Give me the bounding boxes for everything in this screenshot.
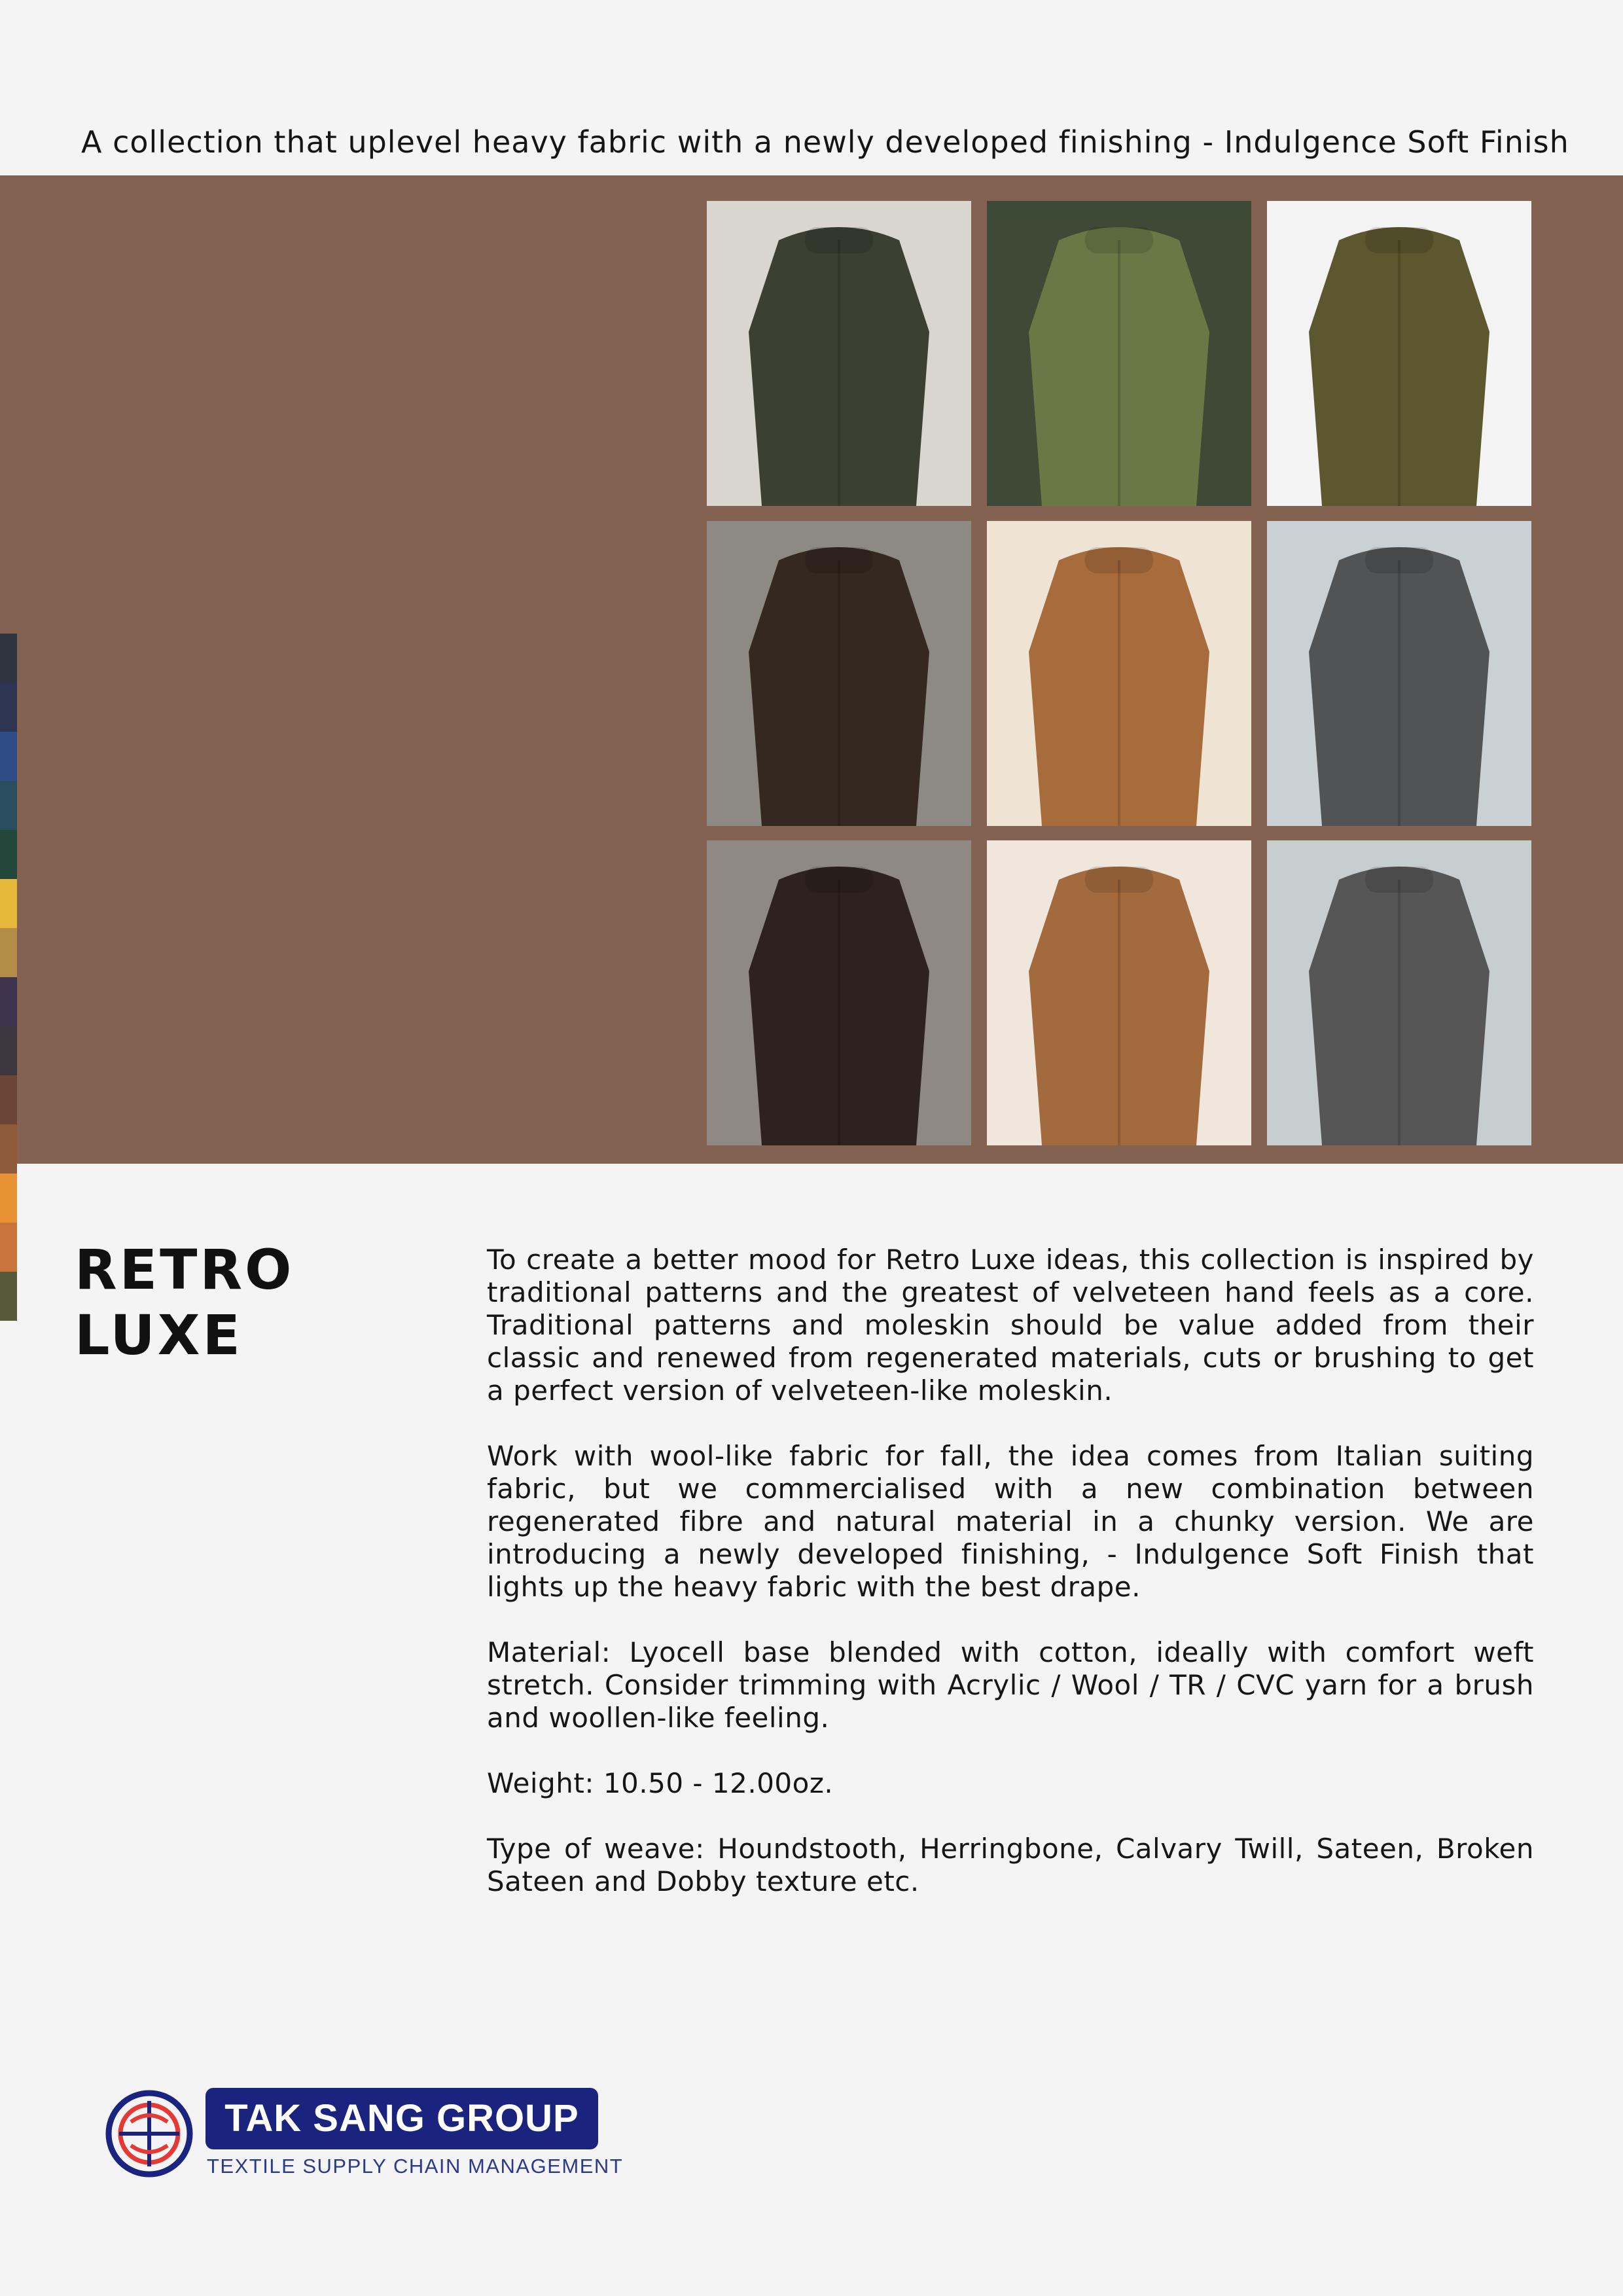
color-swatch [0,1075,17,1124]
color-swatch [0,1272,17,1321]
company-name: TAK SANG GROUP [205,2088,598,2149]
tan-corduroy-trousers-bottom-photo [987,840,1251,1145]
model-corduroy-jacket-photo [707,201,971,506]
color-swatch [0,683,17,732]
color-swatch [0,1174,17,1223]
color-swatch [0,1223,17,1272]
collection-title-line-1: RETRO [75,1238,294,1302]
tan-corduroy-trousers-top-photo [987,521,1251,826]
grey-wool-jacket-detail-photo [1267,840,1531,1145]
color-swatch [0,634,17,683]
dark-corduroy-trousers-photo [707,840,971,1145]
collection-title [75,1237,294,1368]
color-swatch [0,879,17,928]
model-brown-jacket-photo [707,521,971,826]
fleece-jacket-trousers-closeup-photo [987,201,1251,506]
color-swatch [0,781,17,830]
company-logo [105,2088,624,2186]
olive-corduroy-jacket-product-photo [1267,201,1531,506]
tak-sang-emblem-icon [105,2089,194,2178]
woman-grey-wool-jacket-photo [1267,521,1531,826]
description-paragraph: Work with wool-like fabric for fall, the idea comes from Italian suiting fabric, but we commercialised with a new combination between regenerated fibre and natural material in a chunky version. We are introducing a newly developed finishing, - Indulgence Soft Finish that lights up the heavy fabric with the best drape. [487,1440,1534,1603]
color-swatch [0,1026,17,1075]
color-swatch [0,977,17,1026]
color-swatch [0,830,17,879]
collection-title-line-2: LUXE [75,1303,243,1367]
color-swatch [0,928,17,977]
weight-paragraph: Weight: 10.50 - 12.00oz. [487,1767,834,1799]
moodboard-photo-grid [707,201,1533,1145]
company-tagline: TEXTILE SUPPLY CHAIN MANAGEMENT [207,2155,624,2178]
color-swatch-strip [0,634,17,1321]
collection-caption: A collection that uplevel heavy fabric with a newly developed finishing - Indulgence Soft Finish [81,124,1569,160]
material-paragraph: Material: Lyocell base blended with cotton, ideally with comfort weft stretch. Consider trimming with Acrylic / Wool / TR / CVC yarn for a brush and woollen-like feeling. [487,1636,1534,1734]
color-swatch [0,1124,17,1174]
description-paragraph: To create a better mood for Retro Luxe ideas, this collection is inspired by traditional patterns and the greatest of velveteen hand feels as a core. Traditional patterns and moleskin should be value added from their classic and renewed from regenerated materials, cuts or brushing to get a perfect version of velveteen-like moleskin. [487,1244,1534,1407]
color-swatch [0,732,17,781]
collection-description [487,1244,1534,1931]
weave-paragraph: Type of weave: Houndstooth, Herringbone, Calvary Twill, Sateen, Broken Sateen and Dobby texture etc. [487,1833,1534,1897]
